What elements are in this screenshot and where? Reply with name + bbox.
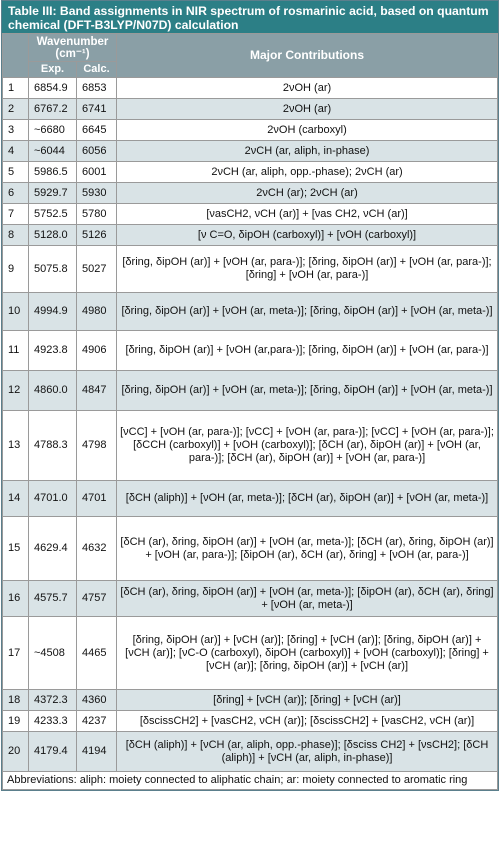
calc-value: 4465: [77, 617, 117, 690]
row-number: 2: [3, 99, 29, 120]
table-row: [3, 517, 498, 581]
calc-value: 5780: [77, 204, 117, 225]
major-contribution: [δring, δipOH (ar)] + [νOH (ar,para-)]; [δring, δipOH (ar)] + [νOH (ar, para-)]: [117, 331, 498, 371]
row-number: 7: [3, 204, 29, 225]
table-title: Table III: Band assignments in NIR spectrum of rosmarinic acid, based on quantum chemical (DFT-B3LYP/N07D) calculation: [2, 1, 498, 33]
table-row: [3, 246, 498, 293]
calc-value: 5126: [77, 225, 117, 246]
calc-value: 4798: [77, 411, 117, 481]
row-number: 16: [3, 581, 29, 617]
calc-value: 4980: [77, 293, 117, 331]
exp-value: 6854.9: [29, 78, 77, 99]
exp-value: ~4508: [29, 617, 77, 690]
table-row: [3, 581, 498, 617]
major-contribution: [νCC] + [νOH (ar, para-)]; [νCC] + [νOH (ar, para-)]; [νCC] + [νOH (ar, para-)]; [δCCH (carboxyl)] + [νOH (carboxyl)]; [δCH (ar), δipOH (ar)] + [νOH (ar, para-)]; [δCH (ar), δipOH (ar)] + [νOH (ar, para-)]: [117, 411, 498, 481]
calc-value: 5027: [77, 246, 117, 293]
calc-value: 4757: [77, 581, 117, 617]
calc-value: 6056: [77, 141, 117, 162]
row-number: 19: [3, 711, 29, 732]
major-contribution: [νasCH2, νCH (ar)] + [νas CH2, νCH (ar)]: [117, 204, 498, 225]
table-row: [3, 732, 498, 772]
header-index: [3, 34, 29, 78]
row-number: 17: [3, 617, 29, 690]
calc-value: 4906: [77, 331, 117, 371]
calc-value: 4632: [77, 517, 117, 581]
major-contribution: [δring, δipOH (ar)] + [νOH (ar, para-)]; [δring, δipOH (ar)] + [νOH (ar, para-)]; [δring] + [νOH (ar, para-)]: [117, 246, 498, 293]
exp-value: 5075.8: [29, 246, 77, 293]
table-row: [3, 481, 498, 517]
row-number: 13: [3, 411, 29, 481]
row-number: 20: [3, 732, 29, 772]
major-contribution: [δCH (aliph)] + [νOH (ar, meta-)]; [δCH (ar), δipOH (ar)] + [νOH (ar, meta-)]: [117, 481, 498, 517]
calc-value: 5930: [77, 183, 117, 204]
exp-value: 5929.7: [29, 183, 77, 204]
table-row: [3, 225, 498, 246]
row-number: 15: [3, 517, 29, 581]
table-row: [3, 331, 498, 371]
table-row: [3, 120, 498, 141]
exp-value: 5986.5: [29, 162, 77, 183]
major-contribution: 2νCH (ar); 2νCH (ar): [117, 183, 498, 204]
major-contribution: [δring] + [νCH (ar)]; [δring] + [νCH (ar)]: [117, 690, 498, 711]
major-contribution: [δring, δipOH (ar)] + [νCH (ar)]; [δring] + [νCH (ar)]; [δring, δipOH (ar)] + [νCH (ar)]; [νC-O (carboxyl), δipOH (carboxyl)] + [νOH (carboxyl)]; [δring] + [νCH (ar)]; [δring, δipOH (ar)] + [νCH (ar)]: [117, 617, 498, 690]
row-number: 14: [3, 481, 29, 517]
row-number: 1: [3, 78, 29, 99]
header-wavenumber-unit: (cm⁻¹): [55, 47, 90, 60]
header-calc: Calc.: [77, 62, 117, 78]
row-number: 11: [3, 331, 29, 371]
table-row: [3, 78, 498, 99]
table-row: [3, 411, 498, 481]
exp-value: 6767.2: [29, 99, 77, 120]
row-number: 5: [3, 162, 29, 183]
calc-value: 4360: [77, 690, 117, 711]
exp-value: 4629.4: [29, 517, 77, 581]
header-wavenumber-label: Wavenumber: [36, 35, 109, 48]
major-contribution: 2νCH (ar, aliph, opp.-phase); 2νCH (ar): [117, 162, 498, 183]
major-contribution: [ν C=O, δipOH (carboxyl)] + [νOH (carboxyl)]: [117, 225, 498, 246]
table-row: [3, 293, 498, 331]
calc-value: 4194: [77, 732, 117, 772]
major-contribution: [δring, δipOH (ar)] + [νOH (ar, meta-)]; [δring, δipOH (ar)] + [νOH (ar, meta-)]: [117, 293, 498, 331]
calc-value: 6741: [77, 99, 117, 120]
exp-value: 4923.8: [29, 331, 77, 371]
row-number: 8: [3, 225, 29, 246]
row-number: 3: [3, 120, 29, 141]
row-number: 6: [3, 183, 29, 204]
major-contribution: [δCH (aliph)] + [νCH (ar, aliph, opp.-phase)]; [δsciss CH2] + [νsCH2]; [δCH (aliph)] + [νCH (ar, aliph, in-phase)]: [117, 732, 498, 772]
table-row: [3, 183, 498, 204]
major-contribution: 2νOH (ar): [117, 99, 498, 120]
table-row: [3, 711, 498, 732]
row-number: 18: [3, 690, 29, 711]
exp-value: ~6680: [29, 120, 77, 141]
exp-value: 5752.5: [29, 204, 77, 225]
header-major-contributions: Major Contributions: [117, 34, 498, 78]
major-contribution: 2νOH (carboxyl): [117, 120, 498, 141]
calc-value: 4847: [77, 371, 117, 411]
header-wavenumber: [29, 34, 117, 62]
exp-value: 4233.3: [29, 711, 77, 732]
row-number: 9: [3, 246, 29, 293]
exp-value: 4994.9: [29, 293, 77, 331]
exp-value: 4701.0: [29, 481, 77, 517]
major-contribution: [δring, δipOH (ar)] + [νOH (ar, meta-)]; [δring, δipOH (ar)] + [νOH (ar, meta-)]: [117, 371, 498, 411]
exp-value: 5128.0: [29, 225, 77, 246]
table-row: [3, 690, 498, 711]
table-footnote: Abbreviations: aliph: moiety connected to aliphatic chain; ar: moiety connected to aromatic ring: [3, 772, 498, 790]
table-body: [3, 78, 498, 772]
calc-value: 4701: [77, 481, 117, 517]
row-number: 4: [3, 141, 29, 162]
major-contribution: [δCH (ar), δring, δipOH (ar)] + [νOH (ar, meta-)]; [δCH (ar), δring, δipOH (ar)] + [νOH (ar, para-)]; [δipOH (ar), δCH (ar), δring] + [νOH (ar, para-)]: [117, 517, 498, 581]
band-assignment-table-panel: [1, 0, 499, 791]
row-number: 10: [3, 293, 29, 331]
table-row: [3, 204, 498, 225]
exp-value: 4179.4: [29, 732, 77, 772]
exp-value: 4860.0: [29, 371, 77, 411]
table-row: [3, 99, 498, 120]
exp-value: 4372.3: [29, 690, 77, 711]
header-exp: Exp.: [29, 62, 77, 78]
table-row: [3, 162, 498, 183]
major-contribution: [δscissCH2] + [νasCH2, νCH (ar)]; [δscissCH2] + [νasCH2, νCH (ar)]: [117, 711, 498, 732]
calc-value: 6001: [77, 162, 117, 183]
calc-value: 4237: [77, 711, 117, 732]
table-row: [3, 371, 498, 411]
exp-value: 4788.3: [29, 411, 77, 481]
major-contribution: 2νCH (ar, aliph, in-phase): [117, 141, 498, 162]
row-number: 12: [3, 371, 29, 411]
band-assignment-table: [2, 33, 498, 790]
calc-value: 6853: [77, 78, 117, 99]
exp-value: ~6044: [29, 141, 77, 162]
major-contribution: [δCH (ar), δring, δipOH (ar)] + [νOH (ar, meta-)]; [δipOH (ar), δCH (ar), δring] + [νOH (ar, meta-)]: [117, 581, 498, 617]
table-row: [3, 141, 498, 162]
table-row: [3, 617, 498, 690]
exp-value: 4575.7: [29, 581, 77, 617]
calc-value: 6645: [77, 120, 117, 141]
major-contribution: 2νOH (ar): [117, 78, 498, 99]
